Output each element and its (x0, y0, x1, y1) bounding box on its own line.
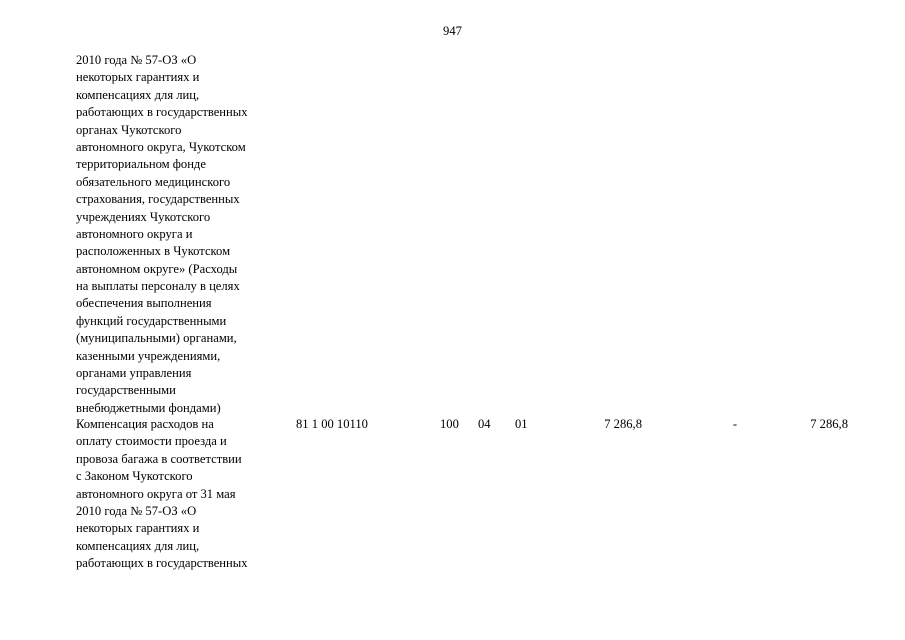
description-line: функций государственными (76, 313, 227, 328)
description-line: расположенных в Чукотском (76, 244, 231, 259)
description-line: компенсациях для лиц, (76, 87, 200, 102)
description-line: работающих в государственных (76, 556, 248, 571)
change-amount: - (732, 417, 738, 431)
description-line: автономного округа и (76, 226, 193, 241)
description-line: (муниципальными) органами, (76, 331, 237, 346)
final-amount: 7 286,8 (810, 417, 848, 431)
description-line: провоза багажа в соответствии (76, 451, 242, 466)
description-line: государственными (76, 383, 176, 398)
section-code: 04 (478, 417, 491, 431)
target-article-code: 81 1 00 10110 (296, 417, 368, 431)
description-line: на выплаты персоналу в целях (76, 279, 240, 294)
description-line: учреждениях Чукотского (76, 209, 211, 224)
description-line: работающих в государственных (76, 105, 248, 120)
description-line: обязательного медицинского (76, 174, 231, 189)
description-line: Компенсация расходов на (76, 417, 214, 431)
description-line: автономном округе» (Расходы (76, 261, 238, 276)
description-line: некоторых гарантиях и (76, 521, 200, 536)
description-line: некоторых гарантиях и (76, 70, 200, 85)
description-line: органами управления (76, 366, 192, 381)
row-description (76, 416, 248, 573)
description-line: обеспечения выполнения (76, 296, 212, 311)
description-line: автономного округа, Чукотском (76, 139, 246, 154)
description-line: с Законом Чукотского (76, 469, 193, 484)
description-line: оплату стоимости проезда и (76, 434, 227, 449)
subsection-code: 01 (515, 417, 528, 431)
description-line: автономного округа от 31 мая (76, 486, 236, 501)
description-line: страхования, государственных (76, 192, 240, 207)
description-line: органах Чукотского (76, 122, 182, 137)
description-line: 2010 года № 57-ОЗ «О (76, 503, 197, 518)
description-line: территориальном фонде (76, 157, 206, 172)
row-description (76, 52, 248, 417)
approved-amount: 7 286,8 (604, 417, 642, 431)
description-line: 2010 года № 57-ОЗ «О (76, 53, 197, 67)
description-line: компенсациях для лиц, (76, 538, 200, 553)
description-line: внебюджетными фондами) (76, 400, 221, 415)
page-number: 947 (443, 24, 462, 38)
expense-type-code: 100 (440, 417, 459, 431)
description-line: казенными учреждениями, (76, 348, 221, 363)
